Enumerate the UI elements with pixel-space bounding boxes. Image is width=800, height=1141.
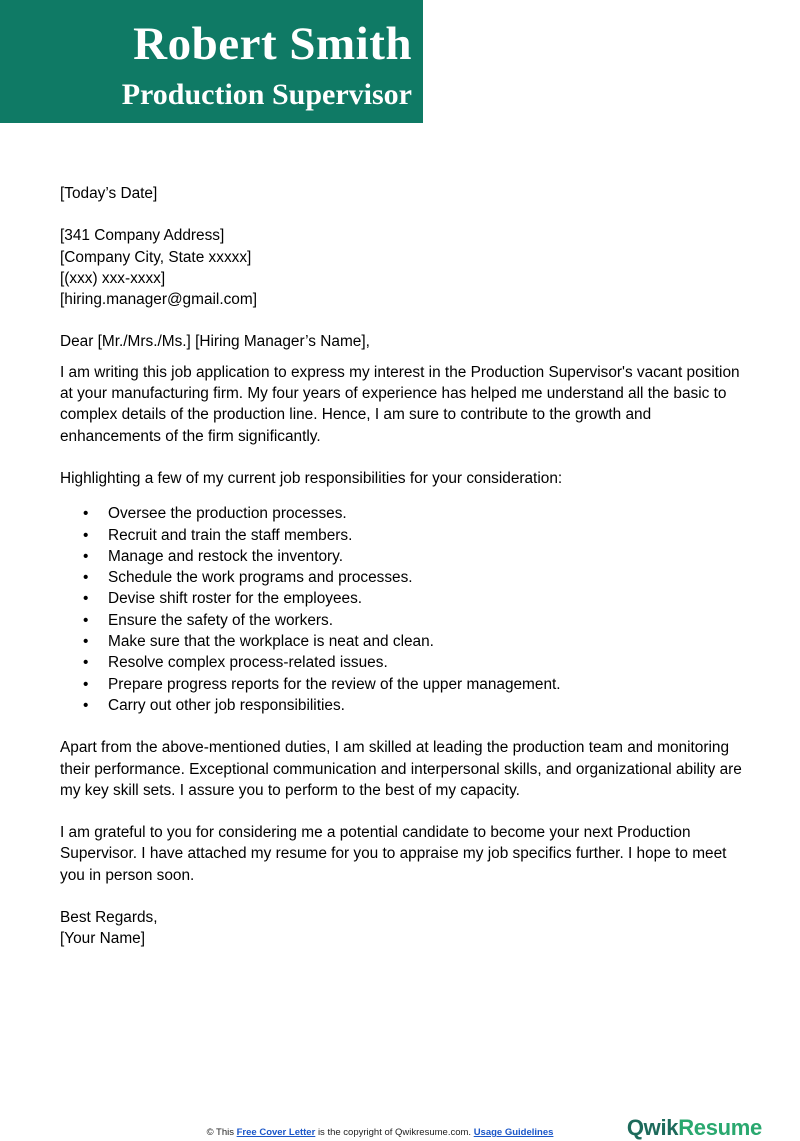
address-line: [hiring.manager@gmail.com] (60, 291, 257, 309)
paragraph-skills: Apart from the above-mentioned duties, I am skilled at leading the production team and monitoring their performance. Exceptional communication and interpersonal skills, and organizational ability are my key skill sets. I assure you to perform to the best of my capacity. (60, 739, 742, 799)
footer-prefix: © This (206, 1127, 234, 1138)
list-item: • Schedule the work programs and processes. (60, 567, 750, 588)
footer-copyright-text: is the copyright of Qwikresume.com. (317, 1127, 472, 1138)
paragraph-closing: I am grateful to you for considering me a potential candidate to become your next Production Supervisor. I have attached my resume for you to appraise my job specifics further. I hope to meet you in person soon. (60, 824, 727, 884)
paragraph-intro: I am writing this job application to express my interest in the Production Supervisor's vacant position at your manufacturing firm. My four years of experience has helped me understand all the basic to complex details of the production line. Hence, I am sure to contribute to the growth and enhancements of the firm significantly. (60, 363, 740, 445)
list-item: • Make sure that the workplace is neat and clean. (60, 631, 750, 652)
letter-body (60, 183, 750, 950)
list-item: • Prepare progress reports for the review of the upper management. (60, 674, 750, 695)
applicant-name: Robert Smith (133, 18, 412, 70)
signature-name: [Your Name] (60, 930, 145, 948)
address-line: [Company City, State xxxxx] (60, 248, 252, 266)
applicant-job-title: Production Supervisor (121, 78, 412, 111)
header-banner (0, 0, 423, 123)
list-item: • Manage and restock the inventory. (60, 546, 750, 567)
logo-part-resume: Resume (678, 1115, 762, 1140)
list-item: • Recruit and train the staff members. (60, 525, 750, 546)
recipient-address (60, 225, 750, 310)
list-item: • Resolve complex process-related issues. (60, 652, 750, 673)
list-item: • Ensure the safety of the workers. (60, 610, 750, 631)
salutation: Dear [Mr./Mrs./Ms.] [Hiring Manager’s Name], (60, 333, 370, 351)
usage-guidelines-link[interactable]: Usage Guidelines (473, 1127, 554, 1138)
duties-intro: Highlighting a few of my current job responsibilities for your consideration: (60, 469, 563, 487)
list-item: • Oversee the production processes. (60, 503, 750, 524)
list-item: • Devise shift roster for the employees. (60, 588, 750, 609)
logo-part-qwik: Qwik (626, 1115, 679, 1140)
address-line: [341 Company Address] (60, 227, 225, 245)
free-cover-letter-link[interactable]: Free Cover Letter (236, 1127, 316, 1138)
letter-date: [Today’s Date] (60, 185, 158, 202)
duties-list (60, 503, 750, 716)
sign-off (60, 907, 750, 950)
closing-phrase: Best Regards, (60, 909, 158, 927)
address-line: [(xxx) xxx-xxxx] (60, 269, 166, 287)
list-item: • Carry out other job responsibilities. (60, 695, 750, 716)
qwikresume-logo (627, 1115, 762, 1141)
